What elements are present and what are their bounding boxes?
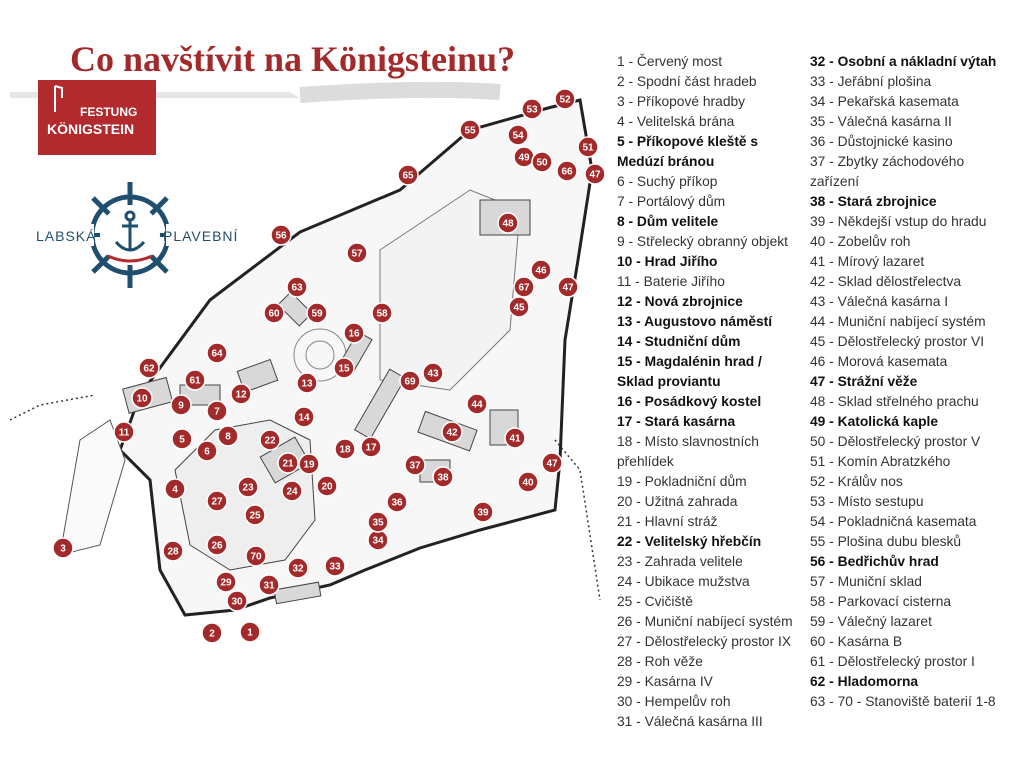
map-marker[interactable] [231, 384, 251, 404]
map-marker-label: 49 [518, 152, 530, 164]
legend-item: 30 - Hempelův roh [617, 694, 731, 709]
map-marker[interactable] [114, 422, 134, 442]
legend-item: 33 - Jeřábní plošina [810, 74, 932, 89]
map-marker[interactable] [531, 260, 551, 280]
legend-item: Medúzí bránou [617, 154, 715, 169]
legend-item: 29 - Kasárna IV [617, 674, 713, 689]
legend-item: 19 - Pokladniční dům [617, 474, 747, 489]
map-marker-label: 27 [211, 496, 223, 508]
legend-item: 11 - Baterie Jiřího [617, 274, 725, 289]
legend-item: 43 - Válečná kasárna I [810, 294, 949, 309]
map-marker-label: 1 [247, 627, 253, 639]
map-marker[interactable] [299, 454, 319, 474]
legend-item: 3 - Příkopové hradby [617, 94, 746, 109]
map-marker[interactable] [361, 437, 381, 457]
legend-item: 21 - Hlavní stráž [617, 514, 718, 529]
map-marker-label: 48 [502, 218, 514, 230]
map-marker[interactable] [433, 467, 453, 487]
legend-item: 55 - Plošina dubu blesků [810, 534, 962, 549]
map-marker-label: 10 [136, 393, 148, 405]
map-marker-label: 65 [402, 170, 414, 182]
legend-item: 46 - Morová kasemata [810, 354, 948, 369]
labska-plavebni-logo [32, 182, 238, 288]
legend-item: Sklad proviantu [617, 374, 721, 389]
legend-item: 5 - Příkopové kleště s [617, 134, 759, 149]
map-marker-label: 61 [189, 375, 201, 387]
map-marker-label: 59 [311, 308, 323, 320]
map-marker-label: 46 [535, 265, 547, 277]
fortress-map [0, 80, 612, 660]
legend-item: přehlídek [617, 454, 674, 469]
map-marker-label: 29 [220, 577, 232, 589]
map-marker-label: 19 [303, 459, 315, 471]
map-marker-label: 57 [351, 248, 363, 260]
map-marker-label: 20 [321, 481, 333, 493]
map-marker-label: 23 [242, 482, 254, 494]
map-marker-label: 55 [464, 125, 476, 137]
legend-item: 58 - Parkovací cisterna [810, 594, 952, 609]
map-marker[interactable] [271, 225, 291, 245]
map-marker[interactable] [442, 422, 462, 442]
map-marker-label: 18 [339, 444, 351, 456]
legend-item: 23 - Zahrada velitele [617, 554, 743, 569]
legend-item: 6 - Suchý příkop [617, 174, 718, 189]
map-marker[interactable] [197, 441, 217, 461]
legend-item: 14 - Studniční dům [617, 334, 741, 349]
map-marker[interactable] [514, 147, 534, 167]
map-marker[interactable] [344, 323, 364, 343]
map-marker[interactable] [207, 535, 227, 555]
map-marker[interactable] [264, 303, 284, 323]
map-marker[interactable] [240, 622, 260, 642]
legend-item: 28 - Roh věže [617, 654, 703, 669]
map-marker-label: 66 [561, 166, 573, 178]
map-marker[interactable] [585, 164, 605, 184]
map-marker-label: 41 [509, 433, 521, 445]
legend-item: 48 - Sklad střelného prachu [810, 394, 979, 409]
map-marker[interactable] [555, 89, 575, 109]
map-marker[interactable] [368, 530, 388, 550]
legend-item: 18 - Místo slavnostních [617, 434, 759, 449]
legend-item: 8 - Dům velitele [617, 214, 719, 229]
map-marker[interactable] [207, 491, 227, 511]
map-marker[interactable] [216, 572, 236, 592]
map-marker-label: 62 [143, 363, 155, 375]
map-marker[interactable] [542, 453, 562, 473]
map-marker-label: 51 [582, 142, 594, 154]
map-marker[interactable] [218, 426, 238, 446]
legend-item: 50 - Dělostřelecký prostor V [810, 434, 981, 449]
legend-item: 26 - Muniční nabíjecí systém [617, 614, 793, 629]
map-marker-label: 35 [372, 517, 384, 529]
map-marker-label: 53 [526, 104, 538, 116]
map-marker[interactable] [171, 395, 191, 415]
map-marker-label: 47 [589, 169, 601, 181]
map-marker[interactable] [368, 512, 388, 532]
map-marker[interactable] [400, 371, 420, 391]
map-marker-label: 58 [376, 308, 388, 320]
map-marker-label: 25 [249, 510, 261, 522]
map-marker[interactable] [325, 556, 345, 576]
map-marker[interactable] [505, 428, 525, 448]
legend-item: 31 - Válečná kasárna III [617, 714, 763, 729]
map-marker-label: 21 [282, 458, 294, 470]
legend-item: 34 - Pekařská kasemata [810, 94, 959, 109]
map-marker-label: 9 [178, 400, 184, 412]
map-marker-label: 31 [263, 580, 275, 592]
map-marker-label: 42 [446, 427, 458, 439]
legend-item: 27 - Dělostřelecký prostor IX [617, 634, 792, 649]
map-marker[interactable] [473, 502, 493, 522]
map-marker[interactable] [372, 303, 392, 323]
legend-item: 41 - Mírový lazaret [810, 254, 925, 269]
map-marker[interactable] [139, 358, 159, 378]
map-marker-label: 7 [214, 406, 220, 418]
map-marker[interactable] [317, 476, 337, 496]
legend-column-2 [810, 52, 1020, 712]
map-marker[interactable] [423, 363, 443, 383]
map-marker[interactable] [307, 303, 327, 323]
map-marker-label: 70 [250, 551, 262, 563]
legend-item: 4 - Velitelská brána [617, 114, 735, 129]
map-marker[interactable] [518, 472, 538, 492]
map-marker[interactable] [335, 439, 355, 459]
festung-koenigstein-logo [38, 80, 156, 155]
legend-item: 54 - Pokladničná kasemata [810, 514, 977, 529]
map-marker[interactable] [246, 546, 266, 566]
map-marker-label: 67 [518, 282, 530, 294]
map-marker[interactable] [514, 277, 534, 297]
map-marker[interactable] [238, 477, 258, 497]
legend-item: zařízení [810, 174, 860, 189]
map-marker[interactable] [578, 137, 598, 157]
legend-item: 53 - Místo sestupu [810, 494, 924, 509]
legend-item: 40 - Zobelův roh [810, 234, 911, 249]
legend-item: 9 - Střelecký obranný objekt [617, 234, 789, 249]
legend-item: 57 - Muniční sklad [810, 574, 922, 589]
legend-item: 38 - Stará zbrojnice [810, 194, 937, 209]
map-marker[interactable] [294, 407, 314, 427]
map-marker-label: 54 [512, 130, 524, 142]
map-marker[interactable] [347, 243, 367, 263]
map-marker-label: 52 [559, 94, 571, 106]
club-logo-right: PLAVEBNÍ [163, 228, 239, 244]
map-marker-label: 47 [562, 282, 574, 294]
legend-item: 36 - Důstojnické kasino [810, 134, 953, 149]
map-marker-label: 38 [437, 472, 449, 484]
map-marker-label: 4 [172, 484, 178, 496]
legend-item: 32 - Osobní a nákladní výtah [810, 54, 997, 69]
map-marker[interactable] [259, 575, 279, 595]
legend-item: 42 - Sklad dělostřelectva [810, 274, 962, 289]
map-marker[interactable] [163, 541, 183, 561]
map-marker-label: 30 [231, 596, 243, 608]
map-marker[interactable] [288, 558, 308, 578]
map-marker[interactable] [282, 481, 302, 501]
map-marker[interactable] [460, 120, 480, 140]
map-marker[interactable] [405, 455, 425, 475]
map-marker[interactable] [557, 161, 577, 181]
map-marker[interactable] [509, 297, 529, 317]
map-marker-label: 43 [427, 368, 439, 380]
legend-item: 7 - Portálový dům [617, 194, 726, 209]
map-marker-label: 11 [118, 427, 130, 439]
map-marker-label: 22 [264, 435, 276, 447]
legend-item: 63 - 70 - Stanoviště baterií 1-8 [810, 694, 996, 709]
legend-item: 39 - Někdejší vstup do hradu [810, 214, 987, 229]
map-marker-label: 56 [275, 230, 287, 242]
legend-item: 16 - Posádkový kostel [617, 394, 762, 409]
legend-item: 47 - Strážní věže [810, 374, 918, 389]
legend-item: 45 - Dělostřelecký prostor VI [810, 334, 985, 349]
map-marker[interactable] [532, 152, 552, 172]
map-marker-label: 16 [348, 328, 360, 340]
map-marker-label: 8 [225, 431, 231, 443]
map-marker-label: 32 [292, 563, 304, 575]
legend-item: 51 - Komín Abratzkého [810, 454, 951, 469]
legend-item: 2 - Spodní část hradeb [617, 74, 757, 89]
map-marker[interactable] [467, 394, 487, 414]
festung-logo-line2: KÖNIGSTEIN [47, 121, 135, 137]
map-marker[interactable] [287, 277, 307, 297]
map-marker-label: 40 [522, 477, 534, 489]
map-marker-label: 12 [235, 389, 247, 401]
map-marker[interactable] [297, 373, 317, 393]
map-marker[interactable] [245, 505, 265, 525]
map-marker-label: 45 [513, 302, 525, 314]
legend-item: 61 - Dělostřelecký prostor I [810, 654, 975, 669]
map-marker-label: 34 [372, 535, 384, 547]
legend-item: 17 - Stará kasárna [617, 414, 736, 429]
map-marker-label: 3 [60, 543, 66, 555]
map-marker-label: 37 [409, 460, 421, 472]
map-marker[interactable] [202, 623, 222, 643]
map-marker-label: 63 [291, 282, 303, 294]
map-marker-label: 47 [546, 458, 558, 470]
map-marker[interactable] [387, 492, 407, 512]
map-marker[interactable] [522, 99, 542, 119]
legend-item: 60 - Kasárna B [810, 634, 903, 649]
map-marker[interactable] [165, 479, 185, 499]
map-marker[interactable] [558, 277, 578, 297]
map-marker-label: 69 [404, 376, 416, 388]
page-title: Co navštívit na Königsteinu? [70, 39, 516, 79]
map-marker[interactable] [207, 343, 227, 363]
legend-item: 1 - Červený most [617, 54, 723, 69]
map-marker[interactable] [207, 401, 227, 421]
map-marker[interactable] [498, 213, 518, 233]
map-marker-label: 24 [286, 486, 298, 498]
map-marker-label: 33 [329, 561, 341, 573]
map-marker-label: 44 [471, 399, 483, 411]
map-marker[interactable] [508, 125, 528, 145]
legend-item: 12 - Nová zbrojnice [617, 294, 743, 309]
map-marker-label: 39 [477, 507, 489, 519]
festung-logo-line1: FESTUNG [80, 105, 138, 119]
map-marker-label: 36 [391, 497, 403, 509]
map-marker-label: 64 [211, 348, 223, 360]
map-marker-label: 14 [298, 412, 310, 424]
legend-item: 22 - Velitelský hřebčín [617, 534, 762, 549]
map-marker[interactable] [398, 165, 418, 185]
map-marker[interactable] [185, 370, 205, 390]
map-marker-label: 60 [268, 308, 280, 320]
map-marker[interactable] [260, 430, 280, 450]
map-marker-label: 17 [365, 442, 377, 454]
legend-item: 25 - Cvičiště [617, 594, 693, 609]
legend-item: 49 - Katolická kaple [810, 414, 939, 429]
legend-item: 15 - Magdalénin hrad / [617, 354, 762, 369]
map-marker-label: 6 [204, 446, 210, 458]
map-marker[interactable] [334, 358, 354, 378]
legend-item: 10 - Hrad Jiřího [617, 254, 718, 269]
map-marker-label: 26 [211, 540, 223, 552]
map-marker[interactable] [53, 538, 73, 558]
map-marker-label: 28 [167, 546, 179, 558]
legend-item: 52 - Králův nos [810, 474, 903, 489]
map-marker[interactable] [278, 453, 298, 473]
map-marker[interactable] [132, 388, 152, 408]
legend-column-1 [617, 52, 805, 732]
map-marker-label: 50 [536, 157, 548, 169]
map-marker[interactable] [172, 429, 192, 449]
legend-item: 24 - Ubikace mužstva [617, 574, 750, 589]
legend-item: 59 - Válečný lazaret [810, 614, 932, 629]
club-logo-left: LABSKÁ [36, 228, 97, 244]
legend-item: 20 - Užitná zahrada [617, 494, 738, 509]
legend-item: 62 - Hladomorna [810, 674, 919, 689]
legend-item: 44 - Muniční nabíjecí systém [810, 314, 986, 329]
map-marker-label: 2 [209, 628, 215, 640]
legend-item: 56 - Bedřichův hrad [810, 554, 939, 569]
map-marker-label: 5 [179, 434, 185, 446]
map-marker-label: 13 [301, 378, 313, 390]
map-marker[interactable] [227, 591, 247, 611]
legend-item: 13 - Augustovo náměstí [617, 314, 773, 329]
legend-item: 35 - Válečná kasárna II [810, 114, 952, 129]
legend-item: 37 - Zbytky záchodového [810, 154, 965, 169]
map-marker-label: 15 [338, 363, 350, 375]
